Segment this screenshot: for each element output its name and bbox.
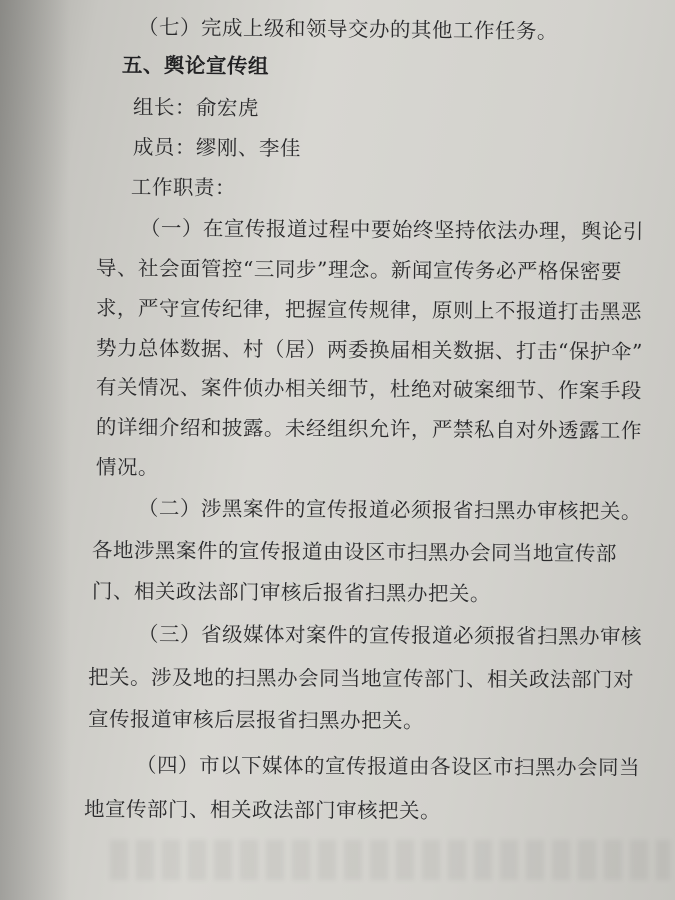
duty-4-line: 地宣传部门、相关政法部门审核把关。 [83,797,442,823]
duty-1-line: 情况。 [95,455,160,480]
duty-3-line: 把关。涉及地的扫黑办会同当地宣传部门、相关政法部门对 [87,665,635,692]
duty-1-line: 有关情况、案件侦办相关细节，杜绝对破案细节、作案手段 [95,375,643,403]
duty-1-line: 求，严守宣传纪律，把握宣传规律，原则上不报道打击黑恶 [95,296,643,324]
duty-1-line: 的详细介绍和披露。未经组织允许，严禁私自对外透露工作 [95,415,643,443]
duty-2-line: （二）涉黑案件的宣传报道必须报省扫黑办审核把关。 [137,496,643,524]
duties-label: 工作职责： [130,175,237,200]
duty-2-line: 门、相关政法部门审核后报省扫黑办把关。 [91,579,492,606]
duty-1-line: 势力总体数据、村（居）两委换届相关数据、打击“保护伞” [95,336,644,364]
section-heading: 五、舆论宣传组 [121,53,270,79]
duty-3-line: 宣传报道审核后层报省扫黑办把关。 [87,707,425,733]
duty-3-line: （三）省级媒体对案件的宣传报道必须报省扫黑办审核 [137,622,643,649]
duty-2-line: 各地涉黑案件的宣传报道由设区市扫黑办会同当地宣传部 [91,538,618,566]
duty-4-line: （四）市以下媒体的宣传报道由各设区市扫黑办会同当 [135,753,641,780]
duty-1-line: （一）在宣传报道过程中要始终坚持依法办理，舆论引 [139,216,645,244]
duty-1-line: 导、社会面管控“三同步”理念。新闻宣传务必严格保密要 [95,256,623,284]
group-leader: 组长：俞宏虎 [132,95,260,121]
item-7: （七）完成上级和领导交办的其他工作任务。 [137,15,559,44]
group-members: 成员：缪刚、李佳 [132,135,302,161]
